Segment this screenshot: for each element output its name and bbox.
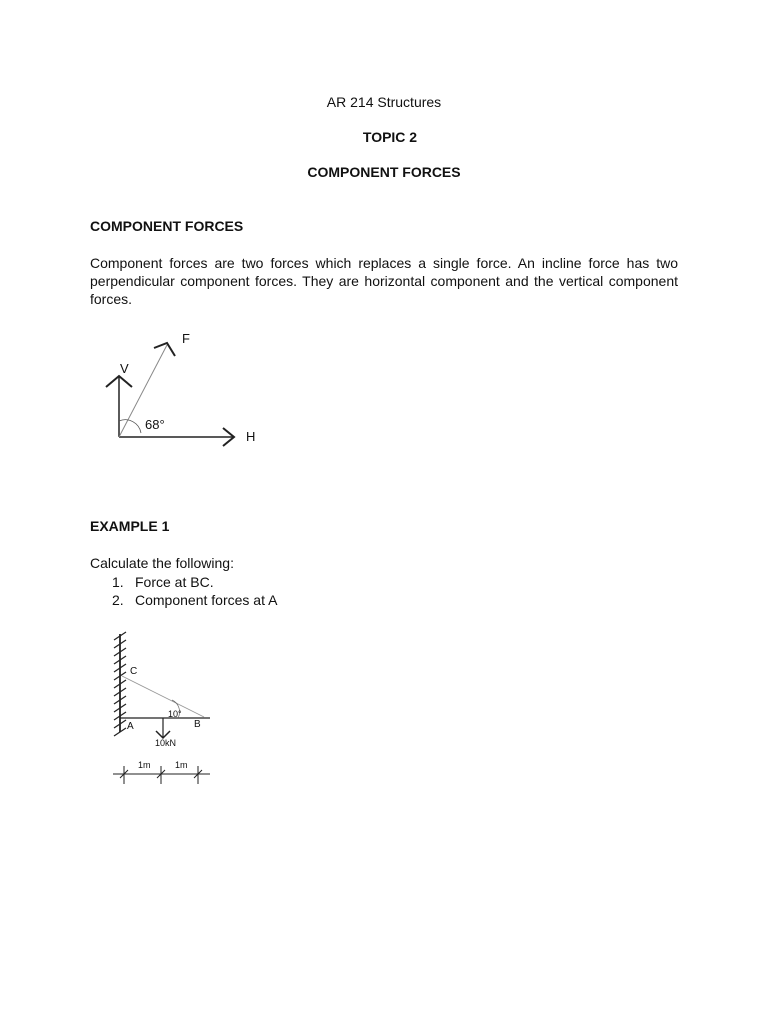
example-prompt: Calculate the following: — [90, 555, 234, 571]
list-item — [112, 591, 277, 609]
point-a-label: A — [127, 721, 134, 732]
topic-title: COMPONENT FORCES — [307, 164, 461, 180]
dimension-label-1: 1m — [138, 760, 151, 770]
tie-rod-line — [122, 676, 204, 717]
list-item-number: 2. — [112, 592, 124, 608]
list-item — [112, 573, 277, 591]
dimension-ticks — [120, 766, 202, 784]
section-heading-component-forces: COMPONENT FORCES — [90, 218, 244, 234]
point-c-label: C — [130, 666, 138, 677]
cantilever-diagram — [108, 628, 220, 788]
load-label: 10kN — [155, 738, 177, 748]
task-list — [112, 573, 277, 609]
list-item-text: Component forces at A — [135, 592, 278, 608]
vertical-label: V — [120, 361, 129, 376]
angle-label: 68° — [145, 417, 165, 432]
force-label: F — [182, 331, 190, 346]
force-components-diagram — [90, 325, 280, 455]
list-item-text: Force at BC. — [135, 574, 214, 590]
component-forces-paragraph: Component forces are two forces which replaces a single force. An incline force has two perpendicular component forces. They are horizontal component and the vertical component forces. — [90, 255, 678, 307]
dimension-label-2: 1m — [175, 760, 188, 770]
angle-label: 10° — [168, 709, 182, 719]
point-b-label: B — [194, 719, 201, 730]
section-heading-example-1: EXAMPLE 1 — [90, 518, 170, 534]
list-item-number: 1. — [112, 574, 124, 590]
course-title: AR 214 Structures — [326, 94, 442, 110]
horizontal-label: H — [246, 429, 256, 444]
topic-number: TOPIC 2 — [362, 129, 418, 145]
